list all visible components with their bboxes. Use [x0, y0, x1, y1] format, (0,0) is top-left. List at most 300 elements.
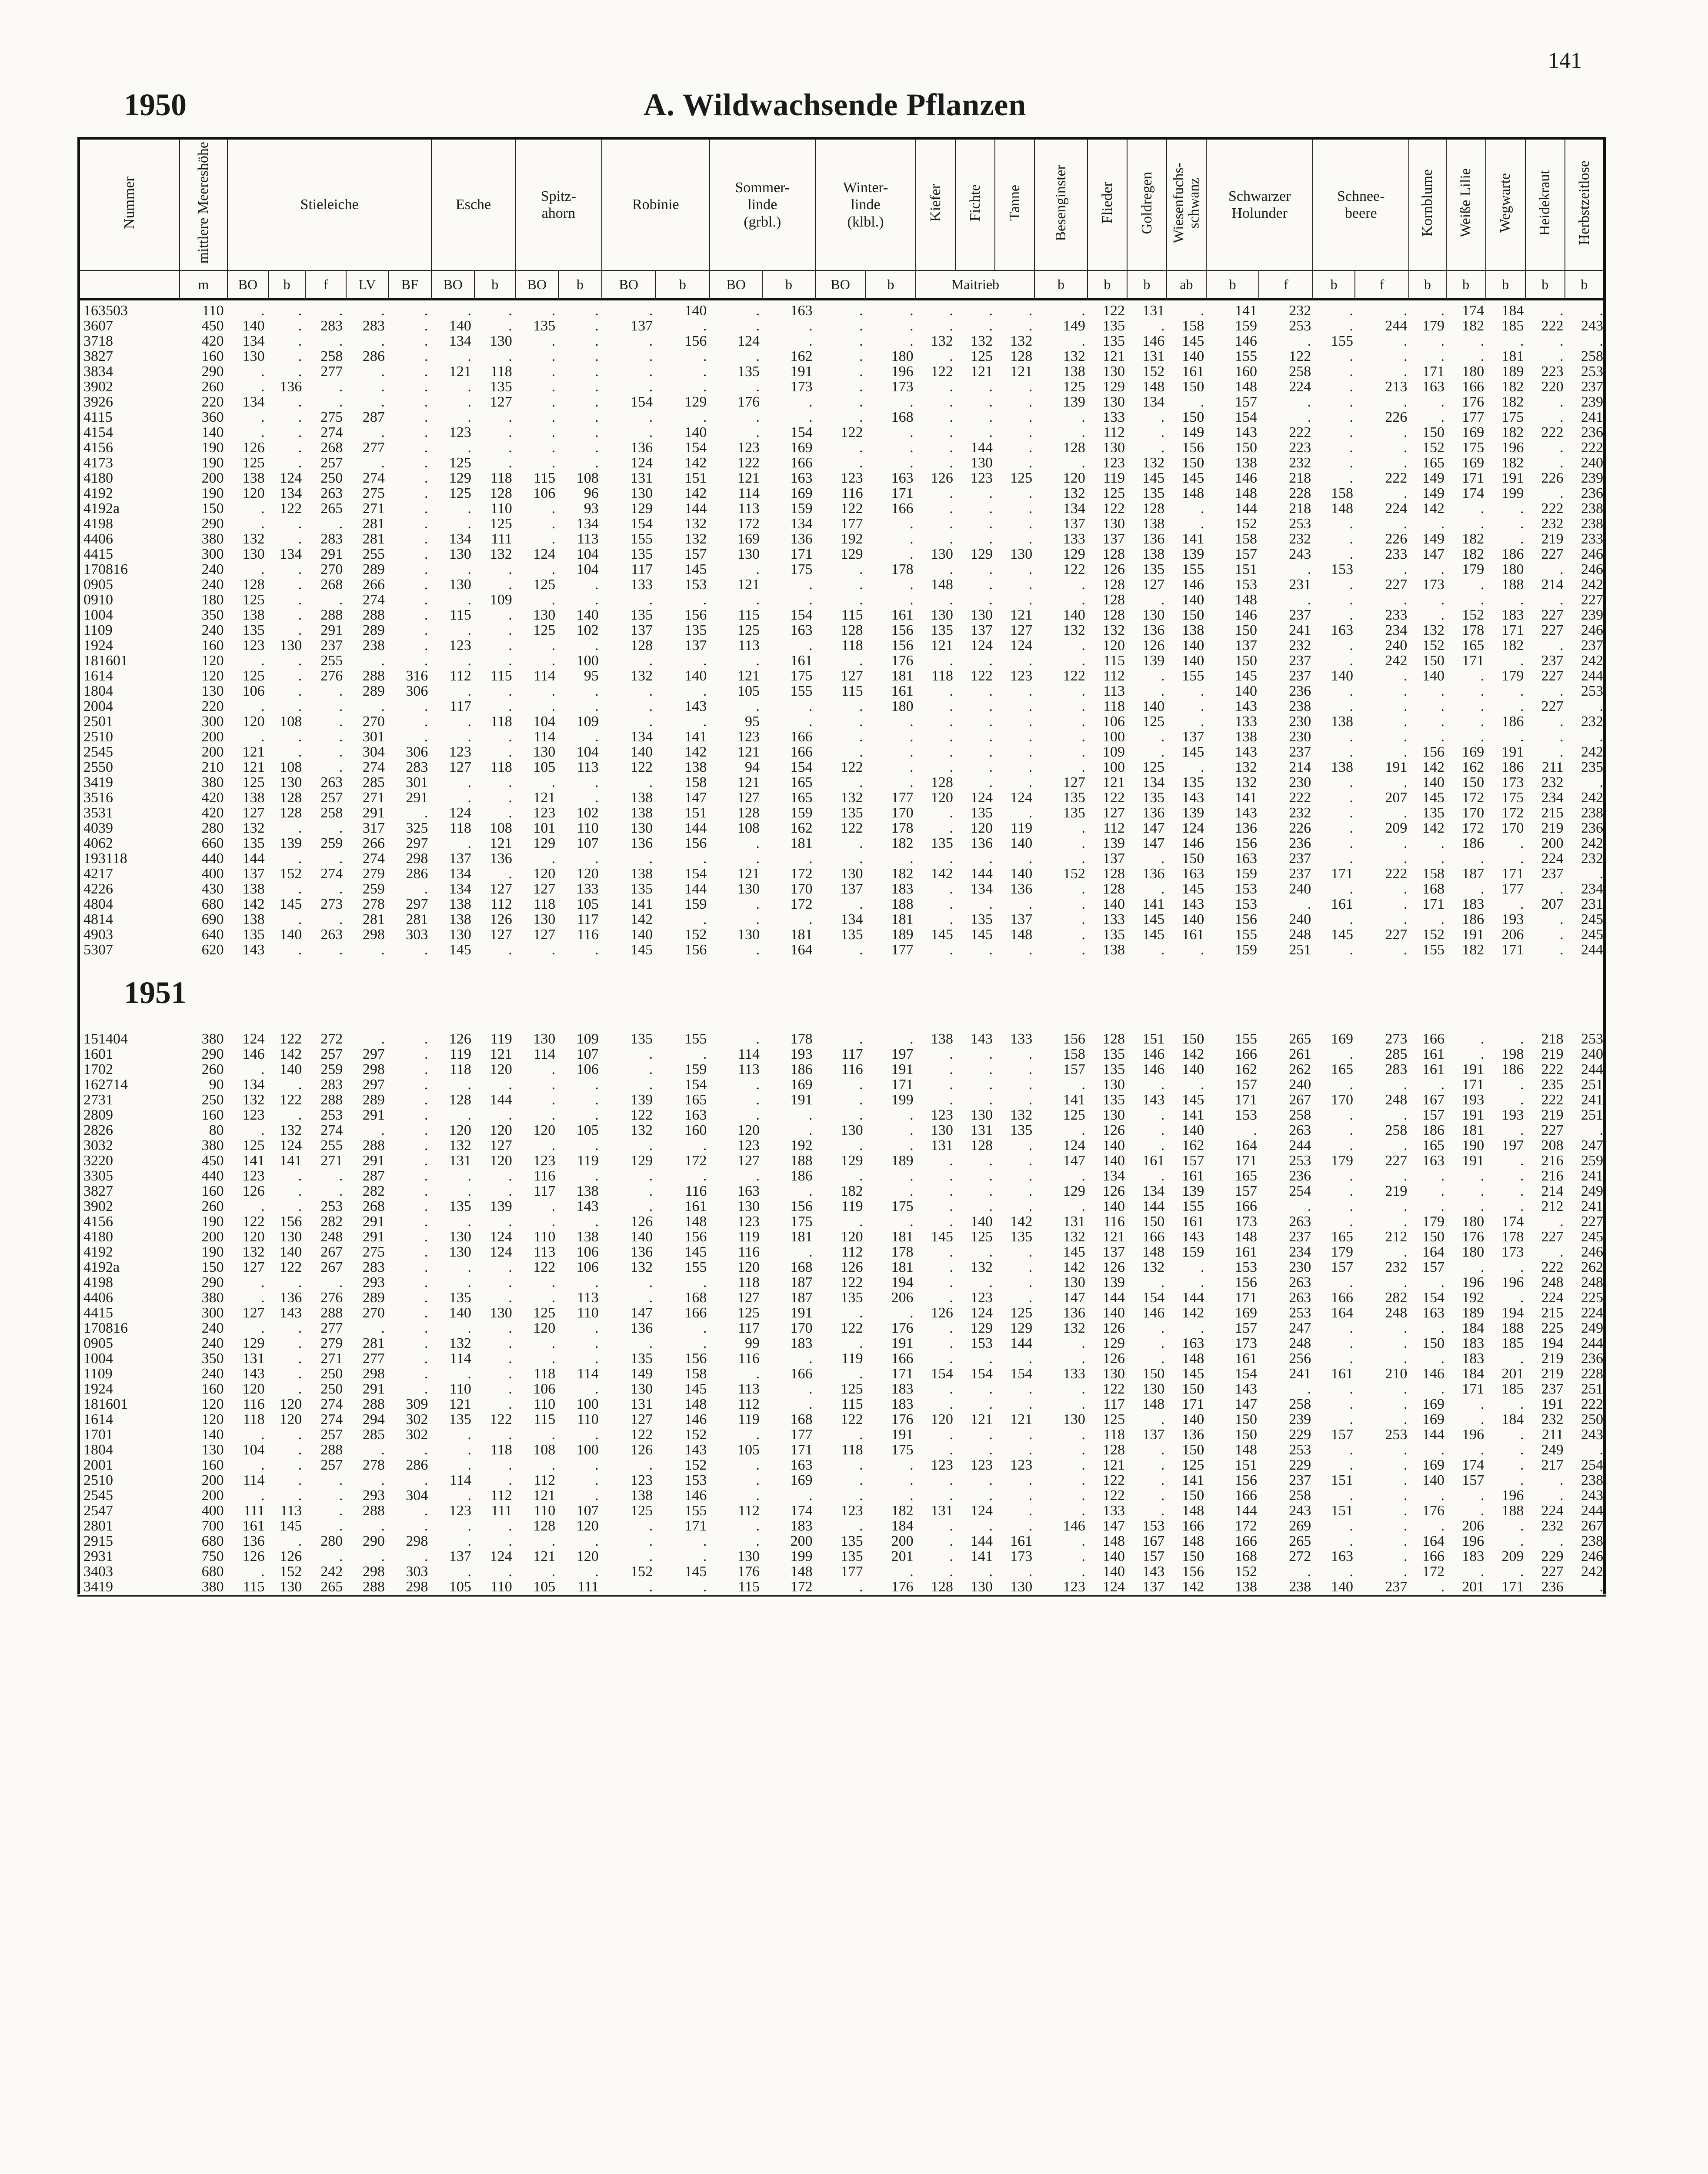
data-cell: . [703, 1047, 707, 1062]
data-cell: . [1028, 744, 1033, 760]
data-cell: . [649, 1457, 653, 1473]
data-cell: 177 [841, 1564, 863, 1579]
data-cell: 263 [1289, 1214, 1311, 1229]
data-cell: 121 [1010, 1412, 1033, 1427]
data-cell: 134 [841, 912, 863, 927]
data-cell: . [949, 1488, 953, 1503]
data-cell: . [424, 607, 428, 623]
data-cell: 124 [490, 1229, 512, 1244]
data-cell: . [381, 303, 385, 318]
data-cell: . [298, 1168, 302, 1184]
data-cell: 211 [1541, 760, 1564, 775]
data-cell: 123 [449, 744, 471, 760]
data-cell: 119 [738, 1412, 760, 1427]
data-cell: . [1560, 638, 1564, 653]
table-row [77, 1260, 1606, 1275]
data-cell: . [859, 1305, 863, 1320]
data-cell: . [1520, 1518, 1524, 1534]
data-cell: 222 [1289, 425, 1311, 440]
data-cell: . [859, 1214, 863, 1229]
data-cell: 265 [1289, 1031, 1311, 1047]
station-number: 1601 [83, 1047, 113, 1062]
data-cell: 145 [1182, 470, 1204, 486]
altitude-cell: 150 [201, 1260, 224, 1275]
data-cell: 162 [1462, 760, 1484, 775]
data-cell: 152 [684, 1427, 707, 1442]
data-cell: 113 [577, 1290, 599, 1305]
data-cell: 136 [971, 836, 993, 851]
data-cell: 122 [280, 1260, 302, 1275]
data-cell: . [1560, 942, 1564, 957]
row2-label: b [1462, 276, 1470, 292]
data-cell: 165 [1331, 1062, 1353, 1077]
data-cell: 172 [1462, 790, 1484, 805]
station-number: 163503 [83, 303, 128, 318]
data-cell: 251 [1581, 1381, 1603, 1397]
data-cell: . [1520, 1473, 1524, 1488]
table-row [77, 547, 1606, 562]
data-cell: 147 [1422, 547, 1444, 562]
data-cell: . [1480, 699, 1484, 714]
data-cell: . [949, 501, 953, 516]
data-cell: 130 [971, 455, 993, 470]
altitude-cell: 240 [201, 1320, 224, 1336]
data-cell: . [859, 775, 863, 790]
data-cell: 267 [320, 1260, 343, 1275]
data-cell: . [595, 455, 599, 470]
data-cell: 126 [931, 1305, 953, 1320]
data-cell: 120 [931, 1412, 953, 1427]
row2-cell [1446, 270, 1486, 299]
data-cell: . [1081, 425, 1085, 440]
data-cell: 237 [1541, 866, 1564, 881]
altitude-cell: 240 [201, 623, 224, 638]
data-cell: . [467, 410, 471, 425]
data-cell: 159 [1234, 318, 1257, 333]
data-cell: 171 [1501, 866, 1524, 881]
row2-label: m [198, 276, 209, 292]
data-cell: 130 [1103, 1077, 1125, 1092]
data-cell: 121 [971, 364, 993, 379]
data-cell: . [595, 394, 599, 410]
data-cell: . [649, 1534, 653, 1549]
data-cell: . [551, 455, 556, 470]
data-cell: 125 [242, 1138, 265, 1153]
data-cell: . [595, 1351, 599, 1366]
data-cell: 171 [1422, 364, 1444, 379]
data-cell: 191 [1501, 744, 1524, 760]
table-row [77, 318, 1606, 333]
data-cell: 219 [1541, 1366, 1564, 1381]
data-cell: . [1480, 1503, 1484, 1518]
data-cell: 167 [1142, 1534, 1165, 1549]
data-cell: 132 [1142, 455, 1165, 470]
data-cell: . [809, 1381, 813, 1397]
data-cell: . [1161, 1473, 1165, 1488]
data-cell: 246 [1581, 623, 1603, 638]
data-cell: 120 [242, 714, 265, 729]
data-cell: . [424, 1153, 428, 1168]
data-cell: . [1307, 410, 1311, 425]
data-cell: . [1480, 592, 1484, 607]
data-cell: . [1161, 1123, 1165, 1138]
data-cell: . [1441, 699, 1444, 714]
altitude-cell: 240 [201, 1366, 224, 1381]
data-cell: . [595, 410, 599, 425]
data-cell: . [859, 1579, 863, 1594]
data-cell: 143 [242, 1366, 265, 1381]
data-cell: 164 [1422, 1244, 1444, 1260]
data-cell: 121 [971, 1412, 993, 1427]
data-cell: 309 [406, 1397, 428, 1412]
data-cell: . [989, 425, 993, 440]
data-cell: 227 [1541, 699, 1564, 714]
data-cell: 232 [1289, 531, 1311, 547]
data-cell: 169 [1422, 1397, 1444, 1412]
data-cell: 123 [737, 440, 760, 455]
data-cell: . [649, 851, 653, 866]
table-row [77, 1366, 1606, 1381]
data-cell: . [1028, 729, 1033, 744]
data-cell: 173 [891, 379, 914, 394]
data-cell: 234 [1385, 623, 1408, 638]
data-cell: 125 [1142, 714, 1165, 729]
data-cell: . [1441, 1320, 1444, 1336]
data-cell: 197 [1501, 1138, 1524, 1153]
row1-label: mittlere Meereshöhe [195, 142, 212, 264]
data-cell: . [595, 379, 599, 394]
data-cell: . [1441, 836, 1444, 851]
data-cell: . [424, 349, 428, 364]
data-cell: 271 [320, 1351, 343, 1366]
data-cell: 227 [1385, 577, 1408, 592]
data-cell: 132 [280, 1123, 302, 1138]
data-cell: 128 [1010, 349, 1033, 364]
data-cell: . [424, 1168, 428, 1184]
data-cell: 286 [406, 866, 428, 881]
data-cell: 138 [242, 607, 265, 623]
station-number: 1109 [83, 623, 113, 638]
data-cell: 130 [449, 547, 471, 562]
data-cell: 135 [1010, 1229, 1033, 1244]
data-cell: 224 [1541, 1503, 1564, 1518]
data-cell: . [1599, 1442, 1603, 1457]
data-cell: 112 [1103, 668, 1125, 684]
altitude-cell: 150 [201, 501, 224, 516]
data-cell: 175 [790, 668, 813, 684]
data-cell: . [595, 1534, 599, 1549]
table-row [77, 1275, 1606, 1290]
data-cell: 144 [1422, 1427, 1444, 1442]
data-cell: . [1480, 1260, 1484, 1275]
data-cell: . [424, 318, 428, 333]
data-cell: 242 [1581, 653, 1603, 668]
data-cell: . [424, 486, 428, 501]
data-cell: 238 [1289, 699, 1311, 714]
data-cell: 169 [737, 531, 760, 547]
data-cell: 146 [1182, 836, 1204, 851]
data-cell: 218 [1541, 1031, 1564, 1047]
data-cell: 120 [280, 1412, 302, 1427]
data-cell: . [756, 303, 760, 318]
data-cell: . [1480, 729, 1484, 744]
data-cell: . [1403, 714, 1408, 729]
data-cell: . [467, 1168, 471, 1184]
row2-label: b [1330, 276, 1338, 292]
data-cell: 274 [320, 1412, 343, 1427]
data-cell: . [703, 318, 707, 333]
data-cell: . [551, 775, 556, 790]
data-cell: . [756, 1488, 760, 1503]
data-cell: . [508, 805, 512, 820]
data-cell: . [1200, 1275, 1204, 1290]
data-cell: . [1520, 1290, 1524, 1305]
data-cell: 201 [891, 1549, 914, 1564]
data-cell: 180 [1462, 364, 1484, 379]
data-cell: 288 [362, 1579, 385, 1594]
data-cell: . [989, 1153, 993, 1168]
data-cell: . [339, 379, 343, 394]
data-cell: . [424, 364, 428, 379]
data-cell: 176 [891, 653, 914, 668]
data-cell: 180 [1462, 1244, 1484, 1260]
data-cell: . [298, 1184, 302, 1199]
data-cell: . [1253, 1123, 1257, 1138]
data-cell: . [424, 1199, 428, 1214]
data-cell: 191 [891, 1062, 914, 1077]
data-cell: . [1028, 1153, 1033, 1168]
row1-cell [515, 138, 602, 270]
data-cell: 130 [280, 1579, 302, 1594]
data-cell: . [756, 1473, 760, 1488]
data-cell: . [1441, 729, 1444, 744]
data-cell: 162 [790, 820, 813, 836]
data-cell: 134 [242, 1077, 265, 1092]
data-cell: . [1560, 912, 1564, 927]
data-cell: 135 [490, 379, 512, 394]
data-cell: 125 [1010, 1305, 1033, 1320]
data-cell: . [989, 942, 993, 957]
station-number: 1614 [83, 1412, 113, 1427]
data-cell: . [859, 394, 863, 410]
data-cell: 130 [242, 349, 265, 364]
altitude-cell: 450 [201, 1153, 224, 1168]
table-row [77, 1336, 1606, 1351]
data-cell: 298 [362, 1062, 385, 1077]
data-cell: 120 [490, 1153, 512, 1168]
data-cell: . [989, 1244, 993, 1260]
data-cell: . [339, 699, 343, 714]
data-cell: . [989, 760, 993, 775]
table-row [77, 1214, 1606, 1229]
data-cell: 172 [684, 1153, 707, 1168]
data-cell: 132 [1234, 775, 1257, 790]
data-cell: 161 [1182, 364, 1204, 379]
data-cell: . [508, 607, 512, 623]
data-cell: 179 [1501, 668, 1524, 684]
data-cell: 283 [320, 1077, 343, 1092]
row2-cell [558, 270, 601, 299]
data-cell: 136 [1142, 866, 1165, 881]
data-cell: 289 [362, 623, 385, 638]
altitude-cell: 350 [201, 1351, 224, 1366]
data-cell: 137 [1142, 1427, 1165, 1442]
data-cell: 256 [1289, 1351, 1311, 1366]
data-cell: . [649, 653, 653, 668]
data-cell: . [989, 1168, 993, 1184]
data-cell: 118 [490, 364, 512, 379]
data-cell: 193 [790, 1047, 813, 1062]
data-cell: 120 [533, 1320, 556, 1336]
altitude-cell: 300 [201, 1305, 224, 1320]
data-cell: 156 [1234, 912, 1257, 927]
data-cell: 122 [971, 668, 993, 684]
data-cell: 120 [533, 1123, 556, 1138]
data-cell: 124 [1010, 790, 1033, 805]
data-cell: . [1028, 1077, 1033, 1092]
data-cell: . [261, 1457, 265, 1473]
data-cell: . [1480, 1488, 1484, 1503]
data-cell: . [1480, 501, 1484, 516]
data-cell: . [424, 1442, 428, 1457]
data-cell: . [1560, 562, 1564, 577]
table-row [77, 1534, 1606, 1549]
table-row [77, 1488, 1606, 1503]
data-cell: . [703, 379, 707, 394]
data-cell: 325 [406, 820, 428, 836]
data-cell: . [595, 1168, 599, 1184]
data-cell: 132 [1010, 333, 1033, 349]
data-cell: 237 [1581, 379, 1603, 394]
data-cell: 156 [1234, 1275, 1257, 1290]
data-cell: 227 [1541, 1564, 1564, 1579]
data-cell: . [261, 425, 265, 440]
data-cell: 144 [971, 866, 993, 881]
data-cell: 121 [737, 866, 760, 881]
data-cell: 175 [1501, 410, 1524, 425]
data-cell: 156 [1234, 836, 1257, 851]
data-cell: 291 [320, 623, 343, 638]
data-cell: 293 [362, 1275, 385, 1290]
data-cell: . [910, 1305, 914, 1320]
data-cell: . [1403, 942, 1408, 957]
data-cell: 297 [362, 1047, 385, 1062]
data-cell: . [508, 318, 512, 333]
data-cell: . [551, 440, 556, 455]
data-cell: 141 [1182, 1473, 1204, 1488]
data-cell: 135 [841, 805, 863, 820]
data-cell: 164 [790, 942, 813, 957]
data-cell: 302 [406, 1427, 428, 1442]
data-cell: 122 [242, 1214, 265, 1229]
data-cell: . [756, 942, 760, 957]
data-cell: . [1520, 1457, 1524, 1473]
data-cell: . [989, 851, 993, 866]
data-cell: 257 [320, 790, 343, 805]
data-cell: . [1403, 1244, 1408, 1260]
data-cell: 140 [1103, 1199, 1125, 1214]
data-cell: . [1349, 836, 1353, 851]
data-cell: . [859, 440, 863, 455]
data-cell: . [1441, 1184, 1444, 1199]
data-cell: 113 [1103, 684, 1125, 699]
data-cell: 124 [737, 333, 760, 349]
data-cell: . [949, 531, 953, 547]
data-cell: 178 [891, 820, 914, 836]
data-cell: . [910, 531, 914, 547]
data-cell: 115 [841, 684, 863, 699]
data-cell: 131 [931, 1138, 953, 1153]
data-cell: 128 [490, 486, 512, 501]
data-cell: . [1349, 805, 1353, 820]
data-cell: . [703, 349, 707, 364]
data-cell: 104 [533, 714, 556, 729]
data-cell: 121 [242, 760, 265, 775]
data-cell: 222 [1541, 501, 1564, 516]
data-cell: . [649, 1518, 653, 1534]
data-cell: . [1480, 349, 1484, 364]
data-cell: 119 [450, 1047, 471, 1062]
data-cell: 259 [1581, 1153, 1603, 1168]
data-cell: 278 [362, 897, 385, 912]
data-cell: 182 [891, 866, 914, 881]
data-cell: . [298, 1107, 302, 1123]
data-cell: 134 [1142, 394, 1165, 410]
data-cell: . [1403, 1336, 1408, 1351]
data-cell: 229 [1289, 1457, 1311, 1473]
data-cell: 133 [1010, 1031, 1033, 1047]
data-cell: 155 [1422, 942, 1444, 957]
data-cell: 183 [891, 1381, 914, 1397]
data-cell: . [508, 1381, 512, 1397]
table-row [77, 501, 1606, 516]
data-cell: 122 [841, 1320, 863, 1336]
data-cell: 110 [490, 501, 512, 516]
data-cell: 182 [891, 836, 914, 851]
data-cell: . [1028, 1275, 1033, 1290]
station-number: 4903 [83, 927, 113, 942]
data-cell: 136 [280, 379, 302, 394]
data-cell: 144 [1142, 1199, 1165, 1214]
data-cell: . [949, 684, 953, 699]
data-cell: . [424, 1290, 428, 1305]
data-cell: 177 [1501, 881, 1524, 897]
data-cell: 112 [1103, 820, 1125, 836]
station-number: 4062 [83, 836, 113, 851]
data-cell: 123 [449, 638, 471, 653]
data-cell: 317 [362, 820, 385, 836]
data-cell: 121 [737, 775, 760, 790]
data-cell: 118 [490, 470, 512, 486]
row1-cell [1409, 138, 1446, 270]
table-row [77, 303, 1606, 318]
data-cell: 196 [1462, 1534, 1484, 1549]
data-cell: 120 [242, 1381, 265, 1397]
altitude-cell: 680 [201, 1564, 224, 1579]
data-cell: 267 [1581, 1518, 1603, 1534]
data-cell: 129 [971, 1320, 993, 1336]
data-cell: 155 [630, 531, 653, 547]
data-cell: 270 [362, 714, 385, 729]
data-cell: 146 [1142, 1305, 1165, 1320]
data-cell: . [703, 1534, 707, 1549]
data-cell: 225 [1581, 1290, 1603, 1305]
data-cell: . [551, 1214, 556, 1229]
data-cell: 128 [1103, 866, 1125, 881]
table-row [77, 668, 1606, 684]
data-cell: . [424, 1107, 428, 1123]
data-cell: 181 [1462, 1123, 1484, 1138]
